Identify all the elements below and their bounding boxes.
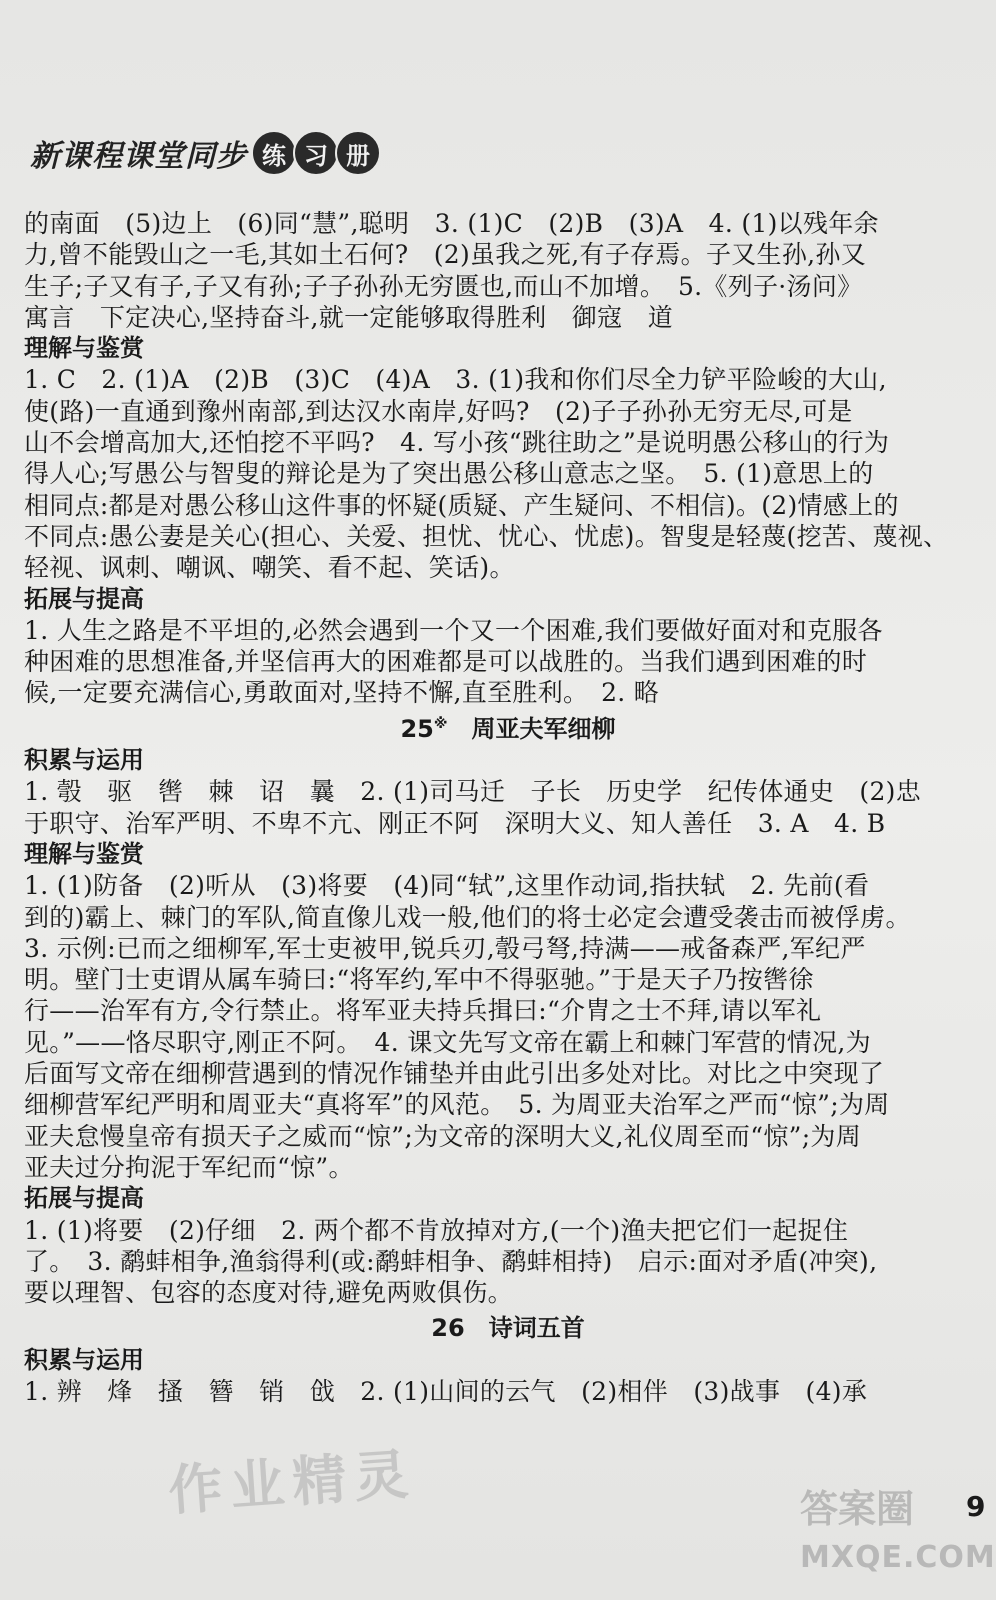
chapter-name: 周亚夫军细柳 [471, 714, 616, 743]
chapter-title [24, 709, 952, 745]
chapter-mark: ※ [433, 715, 448, 732]
answer-line: 相同点:都是对愚公移山这件事的怀疑(质疑、产生疑问、不相信)。(2)情感上的 [24, 490, 899, 520]
answer-line: 1. 人生之路是不平坦的,必然会遇到一个又一个困难,我们要做好面对和克服各 [24, 615, 883, 645]
answer-line: 到的)霸上、棘门的军队,简直像儿戏一般,他们的将士必定会遭受袭击而被俘虏。 [24, 902, 911, 932]
answer-line: 的南面 (5)边上 (6)同“慧”,聪明 3. (1)C (2)B (3)A 4. (1)以残年余 [24, 209, 879, 238]
answer-line: 使(路)一直通到豫州南部,到达汉水南岸,好吗? (2)子子孙孙无穷无尽,可是 [24, 396, 853, 426]
book-header [30, 128, 381, 178]
answer-line: 得人心;写愚公与智叟的辩论是为了突出愚公移山意志之坚。 5. (1)意思上的 [24, 459, 874, 489]
watermark-logo: 答案圈 [800, 1487, 915, 1531]
answer-line: 行——治军有方,令行禁止。将军亚夫持兵揖曰:“介胄之士不拜,请以军礼 [24, 996, 822, 1026]
answer-line: 亚夫怠慢皇帝有损天子之威而“惊”;为文帝的深明大义,礼仪周至而“惊”;为周 [24, 1121, 862, 1151]
section-heading: 理解与鉴赏 [24, 334, 144, 363]
answer-line: 1. 彀 驱 辔 棘 诏 曩 2. (1)司马迁 子长 历史学 纪传体通史 (2)忠 [24, 777, 922, 807]
answer-line: 力,曾不能毁山之一毛,其如土石何? (2)虽我之死,有子存焉。子又生孙,孙又 [24, 240, 867, 270]
chapter-number: 25 [400, 714, 434, 743]
watermark-left: 作业精灵 [166, 1441, 419, 1523]
chapter-title [24, 1308, 952, 1344]
brand-title: 新课程课堂同步 [30, 139, 247, 174]
watermark-url: MXQE.COM [800, 1540, 996, 1575]
answer-line: 山不会增高加大,还怕挖不平吗? 4. 写小孩“跳往助之”是说明愚公移山的行为 [24, 428, 890, 458]
section-heading: 积累与运用 [24, 746, 144, 775]
answer-line: 细柳营军纪严明和周亚夫“真将军”的风范。 5. 为周亚夫治军之严而“惊”;为周 [24, 1090, 890, 1120]
answer-line: 1. C 2. (1)A (2)B (3)C (4)A 3. (1)我和你们尽全力铲平险峻的大山, [24, 365, 887, 395]
answer-line: 1. (1)将要 (2)仔细 2. 两个都不肯放掉对方,(一个)渔夫把它们一起捉住 [24, 1215, 849, 1245]
answer-line: 寓言 下定决心,坚持奋斗,就一定能够取得胜利 御寇 道 [24, 302, 673, 332]
section-heading: 拓展与提高 [24, 584, 144, 613]
answer-line: 见。”——恪尽职守,刚正不阿。 4. 课文先写文帝在霸上和棘门军营的情况,为 [24, 1027, 871, 1057]
answer-line: 亚夫过分拘泥于军纪而“惊”。 [24, 1152, 354, 1182]
answer-line: 候,一定要充满信心,勇敢面对,坚持不懈,直至胜利。 2. 略 [24, 678, 660, 708]
answer-line: 于职守、治军严明、不卑不亢、刚正不阿 深明大义、知人善任 3. A 4. B [24, 808, 886, 838]
answer-line: 1. (1)防备 (2)听从 (3)将要 (4)同“轼”,这里作动词,指扶轼 2. 先前(看 [24, 871, 870, 901]
answer-line: 轻视、讽刺、嘲讽、嘲笑、看不起、笑话)。 [24, 553, 515, 583]
badge-char: 习 [293, 130, 339, 176]
answer-line: 后面写文帝在细柳营遇到的情况作铺垫并由此引出多处对比。对比之中突现了 [24, 1059, 885, 1089]
answer-line: 要以理智、包容的态度对待,避免两败俱伤。 [24, 1278, 513, 1308]
answer-line: 明。壁门士吏谓从属车骑曰:“将军约,军中不得驱驰。”于是天子乃按辔徐 [24, 965, 814, 995]
section-heading: 积累与运用 [24, 1345, 144, 1374]
badge-char: 练 [251, 130, 297, 176]
answer-content [24, 208, 952, 1407]
chapter-name: 诗词五首 [488, 1314, 585, 1343]
section-heading: 拓展与提高 [24, 1184, 144, 1213]
answer-line: 了。 3. 鹬蚌相争,渔翁得利(或:鹬蚌相争、鹬蚌相持) 启示:面对矛盾(冲突), [24, 1246, 878, 1276]
answer-line: 3. 示例:已而之细柳军,军士吏被甲,锐兵刃,彀弓弩,持满——戒备森严,军纪严 [24, 933, 866, 963]
answer-line: 生子;子又有子,子又有孙;子子孙孙无穷匮也,而山不加增。 5.《列子·汤问》 [24, 271, 863, 301]
section-heading: 理解与鉴赏 [24, 839, 144, 868]
chapter-number: 26 [431, 1314, 465, 1343]
page-number: 9 [966, 1490, 986, 1523]
answer-line: 1. 辨 烽 搔 簪 销 戗 2. (1)山间的云气 (2)相伴 (3)战事 (4)承 [24, 1376, 868, 1406]
badge-char: 册 [335, 130, 381, 176]
answer-line: 不同点:愚公妻是关心(担心、关爱、担忧、忧心、忧虑)。智叟是轻蔑(挖苦、蔑视、 [24, 521, 949, 551]
brand-badge [255, 130, 381, 176]
answer-line: 种困难的思想准备,并坚信再大的困难都是可以战胜的。当我们遇到困难的时 [24, 647, 868, 677]
